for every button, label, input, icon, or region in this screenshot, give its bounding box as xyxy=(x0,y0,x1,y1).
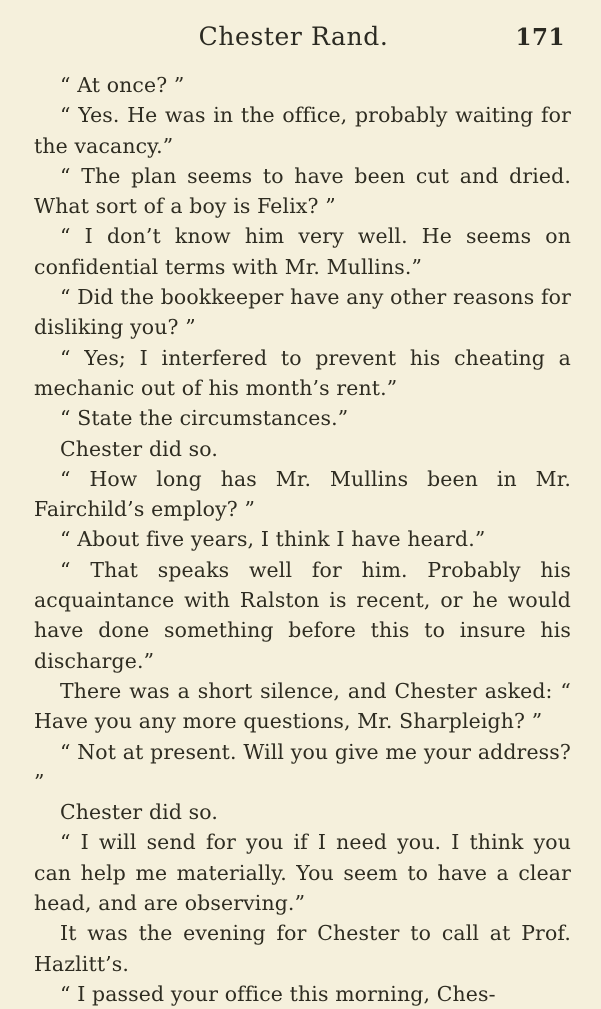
paragraph: “ I will send for you if I need you. I think you can help me materially. You seem to have a clear head, and are observing.” xyxy=(34,830,571,916)
paragraph: “ How long has Mr. Mullins been in Mr. Fairchild’s employ? ” xyxy=(34,466,571,522)
paragraph: “ The plan seems to have been cut and dried. What sort of a boy is Felix? ” xyxy=(34,163,571,219)
paragraph: “ State the circumstances.” xyxy=(60,406,349,431)
paragraph: “ At once? ” xyxy=(60,73,185,97)
page-body xyxy=(34,70,571,1009)
paragraph: “ Yes. He was in the office, probably waiting for the vacancy.” xyxy=(34,103,571,158)
paragraph: “ About five years, I think I have heard.” xyxy=(60,527,486,552)
page-header xyxy=(34,22,571,64)
paragraph: “ Yes; I interfered to prevent his cheating a mechanic out of his month’s rent.” xyxy=(34,345,571,400)
paragraph: “ I don’t know him very well. He seems on confidential terms with Mr. Mullins.” xyxy=(34,224,571,279)
paragraph: It was the evening for Chester to call at Prof. Hazlitt’s. xyxy=(34,921,571,976)
page-number: 171 xyxy=(515,24,565,51)
paragraph: “ Not at present. Will you give me your address? ” xyxy=(34,739,571,794)
paragraph: “ I passed your office this morning, Ches- xyxy=(60,981,496,1006)
running-head-title: Chester Rand. xyxy=(198,22,389,51)
paragraph: Chester did so. xyxy=(60,436,218,461)
paragraph: “ That speaks well for him. Probably his acquaintance with Ralston is recent, or he would have done something before this to insure his discharge.” xyxy=(34,557,571,673)
paragraph: Chester did so. xyxy=(60,800,218,825)
paragraph: There was a short silence, and Chester asked: “ Have you any more questions, Mr. Sharpleigh? ” xyxy=(34,678,571,734)
paragraph: “ Did the bookkeeper have any other reasons for disliking you? ” xyxy=(34,285,571,340)
